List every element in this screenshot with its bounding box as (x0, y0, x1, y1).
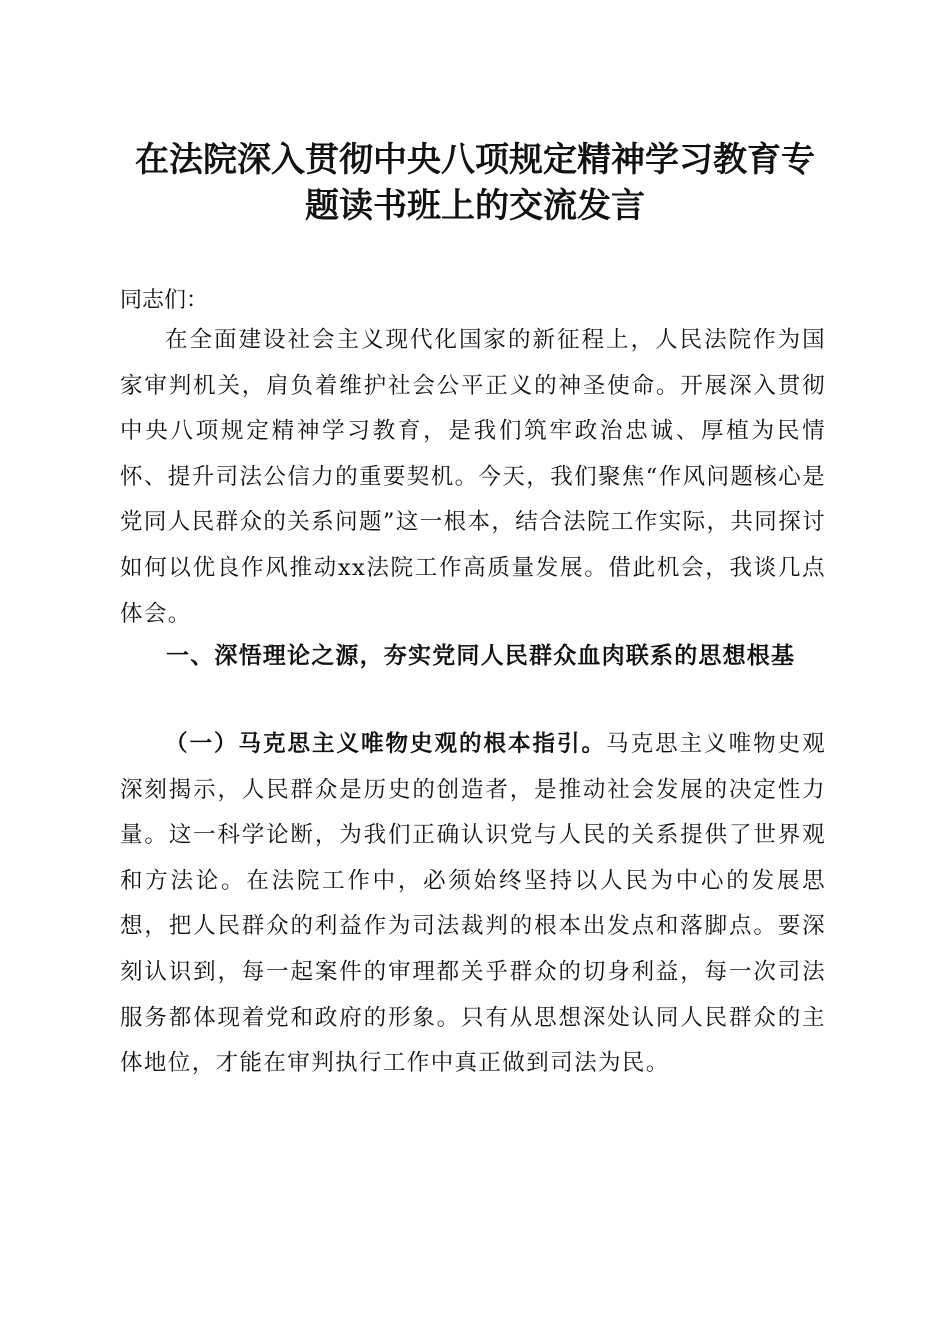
intro-paragraph: 在全面建设社会主义现代化国家的新征程上，人民法院作为国家审判机关，肩负着维护社会公平正义的神圣使命。开展深入贯彻中央八项规定精神学习教育，是我们筑牢政治忠诚、厚植为民情怀、提升司法公信力的重要契机。今天，我们聚焦“作风问题核心是党同人民群众的关系问题”这一根本，结合法院工作实际，共同探讨如何以优良作风推动xx法院工作高质量发展。借此机会，我谈几点体会。 (120, 327, 827, 627)
document-title-line-2: 题读书班上的交流发言 (305, 186, 645, 226)
document-title-line-1: 在法院深入贯彻中央八项规定精神学习教育专 (135, 140, 815, 180)
section-1-sub-1-paragraph (120, 722, 826, 1087)
section-1-heading: 一、深悟理论之源，夯实党同人民群众血肉联系的思想根基 (166, 643, 796, 669)
section-1-sub-1-heading: （一）马克思主义唯物史观的根本指引。 (165, 731, 607, 757)
salutation: 同志们： (120, 288, 209, 313)
section-1-sub-1-body: 马克思主义唯物史观深刻揭示，人民群众是历史的创造者，是推动社会发展的决定性力量。这一科学论断，为我们正确认识党与人民的关系提供了世界观和方法论。在法院工作中，必须始终坚持以人民为中心的发展思想，把人民群众的利益作为司法裁判的根本出发点和落脚点。要深刻认识到，每一起案件的审理都关乎群众的切身利益，每一次司法服务都体现着党和政府的形象。只有从思想深处认同人民群众的主体地位，才能在审判执行工作中真正做到司法为民。 (120, 731, 826, 1077)
